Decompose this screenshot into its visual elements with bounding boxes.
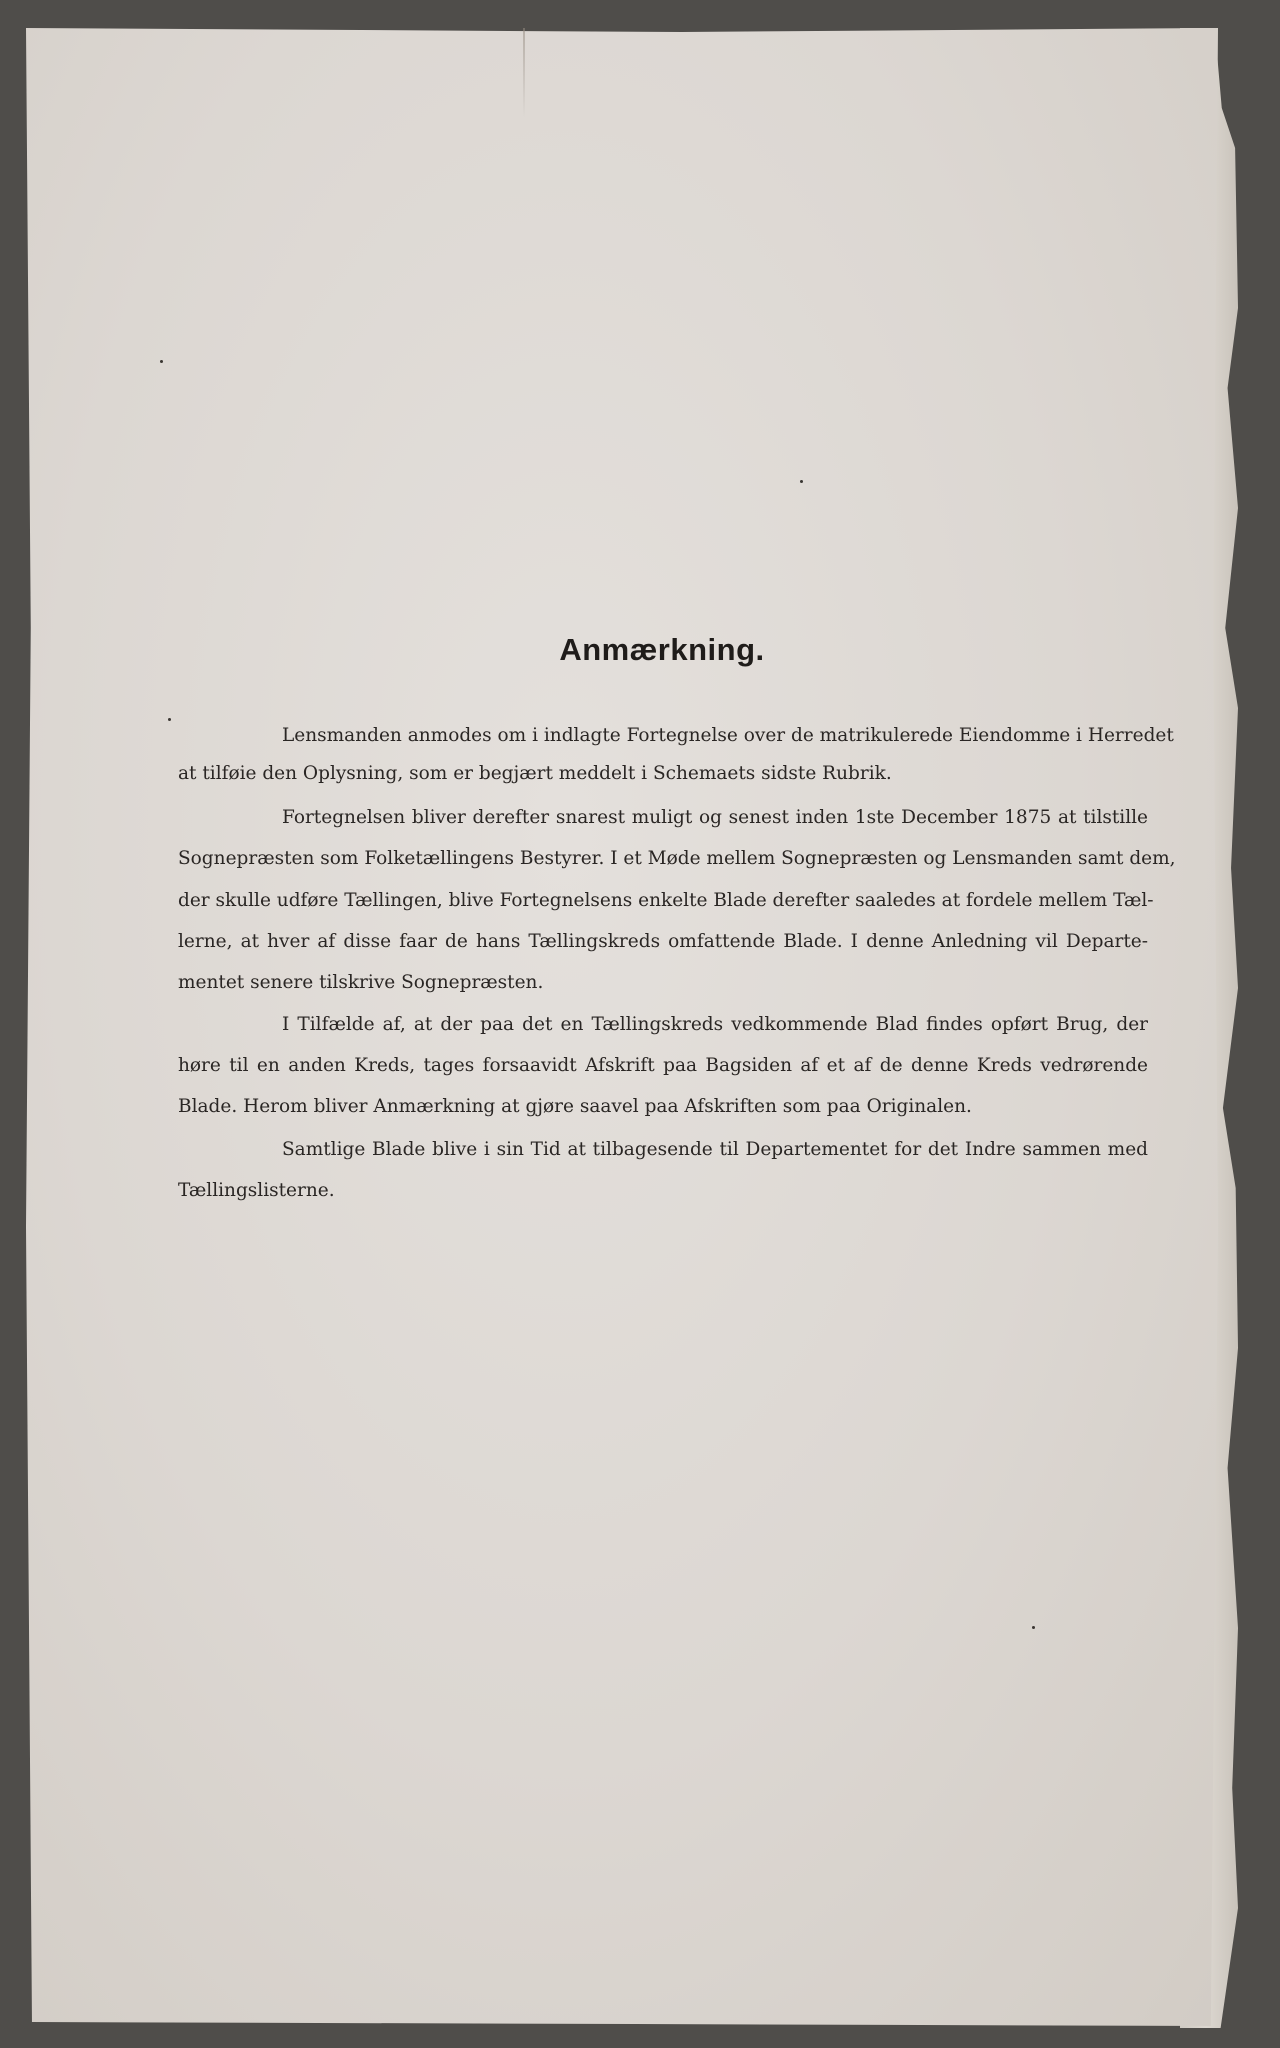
paragraph-4-line-1: Samtlige Blade blive i sin Tid at tilbagesende til Departementet for det Indre sammen med <box>282 1139 1148 1160</box>
paragraph-3-line-2: høre til en anden Kreds, tages forsaavidt Afskrift paa Bagsiden af et af de denne Kreds vedrørende <box>178 1055 1148 1076</box>
paragraph-2-line-5: mentet senere tilskrive Sognepræsten. <box>178 972 544 993</box>
paragraph-3-line-3: Blade. Herom bliver Anmærkning at gjøre saavel paa Afskriften som paa Originalen. <box>178 1096 972 1117</box>
paragraph-4-line-2: Tællingslisterne. <box>178 1180 335 1201</box>
paragraph-2-line-3: der skulle udføre Tællingen, blive Fortegnelsens enkelte Blade derefter saaledes at fordele mellem Tæl- <box>178 890 1154 911</box>
document-title: Anmærkning. <box>559 632 765 667</box>
paragraph-2-line-1: Fortegnelsen bliver derefter snarest muligt og senest inden 1ste December 1875 at tilstille <box>282 807 1148 828</box>
paragraph-1-line-2: at tilføie den Oplysning, som er begjært meddelt i Schemaets sidste Rubrik. <box>178 763 892 784</box>
paragraph-2-line-2: Sognepræsten som Folketællingens Bestyrer. I et Møde mellem Sognepræsten og Lensmanden samt dem, <box>178 848 1176 869</box>
paragraph-3-line-1: I Tilfælde af, at der paa det en Tællingskreds vedkommende Blad findes opført Brug, der <box>282 1014 1148 1035</box>
paragraph-1-line-1: Lensmanden anmodes om i indlagte Fortegnelse over de matrikulerede Eiendomme i Herredet <box>282 725 1174 746</box>
paragraph-2-line-4: lerne, at hver af disse faar de hans Tællingskreds omfattende Blade. I denne Anledning vil Departe- <box>178 931 1148 952</box>
